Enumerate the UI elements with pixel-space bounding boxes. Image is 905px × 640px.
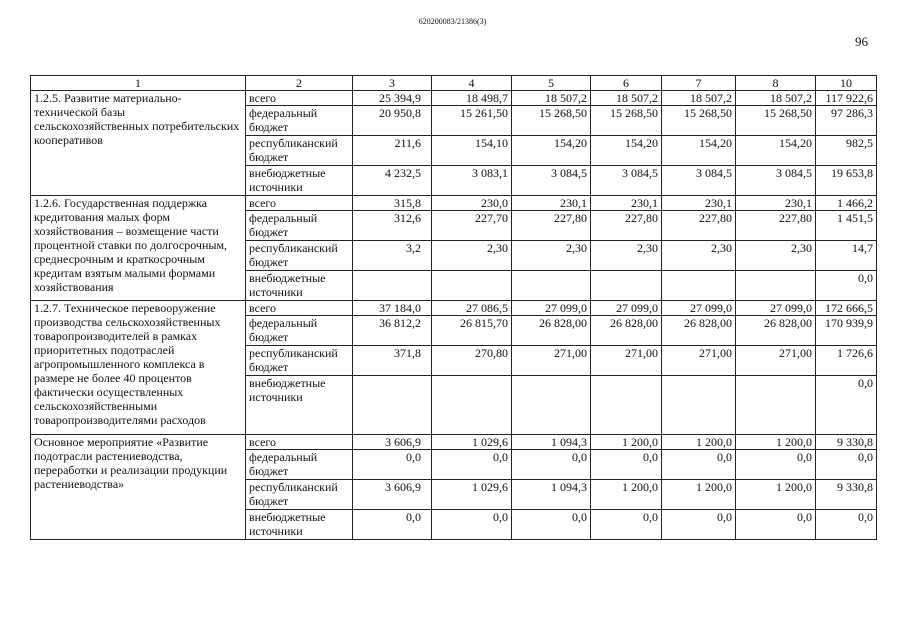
amount-cell: 1 726,6 (816, 346, 877, 376)
amount-cell: 230,0 (432, 196, 512, 211)
amount-cell: 0,0 (353, 450, 432, 480)
amount-cell: 27 099,0 (662, 301, 736, 316)
amount-cell: 170 939,9 (816, 316, 877, 346)
measure-name: 1.2.7. Техническое перевооружение производства сельскохозяйственных товаропроизводителей в рамках приоритетных подотраслей агропромышленного комплекса в размере не более 40 процентов фактически осуществленных сельскохозяйственными товаропроизводителями расходов (31, 301, 246, 435)
amount-cell: 2,30 (591, 241, 662, 271)
amount-cell: 19 653,8 (816, 166, 877, 196)
amount-cell: 0,0 (353, 510, 432, 540)
amount-cell (591, 271, 662, 301)
funding-source: внебюджетные источники (246, 510, 353, 540)
budget-table (30, 75, 877, 540)
amount-cell: 0,0 (512, 450, 591, 480)
amount-cell: 230,1 (736, 196, 816, 211)
funding-source: внебюджетные источники (246, 376, 353, 435)
amount-cell: 230,1 (662, 196, 736, 211)
amount-cell: 230,1 (512, 196, 591, 211)
funding-source: республиканский бюджет (246, 136, 353, 166)
amount-cell: 227,80 (662, 211, 736, 241)
amount-cell: 315,8 (353, 196, 432, 211)
amount-cell (512, 376, 591, 435)
amount-cell: 0,0 (591, 510, 662, 540)
amount-cell: 0,0 (512, 510, 591, 540)
amount-cell: 25 394,9 (353, 91, 432, 106)
table-row (31, 196, 877, 211)
amount-cell: 18 507,2 (512, 91, 591, 106)
amount-cell: 982,5 (816, 136, 877, 166)
amount-cell: 15 268,50 (591, 106, 662, 136)
amount-cell: 36 812,2 (353, 316, 432, 346)
column-header: 7 (662, 76, 736, 91)
amount-cell: 26 828,00 (736, 316, 816, 346)
amount-cell: 230,1 (591, 196, 662, 211)
amount-cell: 3 084,5 (736, 166, 816, 196)
amount-cell: 15 268,50 (512, 106, 591, 136)
amount-cell: 2,30 (662, 241, 736, 271)
column-header: 1 (31, 76, 246, 91)
column-header: 6 (591, 76, 662, 91)
amount-cell: 1 094,3 (512, 435, 591, 450)
amount-cell: 15 261,50 (432, 106, 512, 136)
table-row (31, 91, 877, 106)
amount-cell: 18 507,2 (662, 91, 736, 106)
amount-cell (353, 376, 432, 435)
amount-cell: 0,0 (816, 450, 877, 480)
amount-cell: 0,0 (432, 450, 512, 480)
amount-cell (736, 271, 816, 301)
amount-cell: 371,8 (353, 346, 432, 376)
amount-cell (353, 271, 432, 301)
amount-cell (662, 271, 736, 301)
amount-cell (512, 271, 591, 301)
amount-cell: 3 084,5 (512, 166, 591, 196)
funding-source: республиканский бюджет (246, 241, 353, 271)
amount-cell: 1 200,0 (736, 435, 816, 450)
amount-cell: 227,80 (591, 211, 662, 241)
column-header: 2 (246, 76, 353, 91)
amount-cell: 26 828,00 (662, 316, 736, 346)
amount-cell: 9 330,8 (816, 480, 877, 510)
amount-cell: 1 200,0 (662, 435, 736, 450)
amount-cell: 26 828,00 (591, 316, 662, 346)
table-row (31, 301, 877, 316)
amount-cell: 154,20 (662, 136, 736, 166)
amount-cell: 4 232,5 (353, 166, 432, 196)
measure-name: Основное мероприятие «Развитие подотрасли растениеводства, переработки и реализации продукции растениеводства» (31, 435, 246, 540)
funding-source: внебюджетные источники (246, 271, 353, 301)
amount-cell: 270,80 (432, 346, 512, 376)
amount-cell: 2,30 (512, 241, 591, 271)
amount-cell: 1 029,6 (432, 480, 512, 510)
document-code: 620200083/21386(3) (418, 17, 487, 26)
amount-cell: 97 286,3 (816, 106, 877, 136)
amount-cell: 26 815,70 (432, 316, 512, 346)
amount-cell (736, 376, 816, 435)
funding-source: всего (246, 196, 353, 211)
amount-cell: 211,6 (353, 136, 432, 166)
amount-cell: 0,0 (816, 271, 877, 301)
amount-cell: 0,0 (816, 376, 877, 435)
table-body (31, 91, 877, 540)
amount-cell: 15 268,50 (736, 106, 816, 136)
amount-cell: 18 507,2 (736, 91, 816, 106)
funding-source: всего (246, 301, 353, 316)
amount-cell: 27 099,0 (591, 301, 662, 316)
amount-cell: 3 084,5 (591, 166, 662, 196)
amount-cell: 0,0 (432, 510, 512, 540)
funding-source: всего (246, 91, 353, 106)
amount-cell: 0,0 (736, 450, 816, 480)
page-number: 96 (855, 34, 868, 49)
column-header: 4 (432, 76, 512, 91)
column-header: 10 (816, 76, 877, 91)
funding-source: внебюджетные источники (246, 166, 353, 196)
measure-name: 1.2.5. Развитие материально-технической базы сельскохозяйственных потребительских кооперативов (31, 91, 246, 196)
amount-cell (432, 271, 512, 301)
amount-cell: 37 184,0 (353, 301, 432, 316)
amount-cell (662, 376, 736, 435)
amount-cell (432, 376, 512, 435)
amount-cell (591, 376, 662, 435)
amount-cell: 271,00 (662, 346, 736, 376)
funding-source: всего (246, 435, 353, 450)
amount-cell: 2,30 (736, 241, 816, 271)
amount-cell: 1 029,6 (432, 435, 512, 450)
funding-source: федеральный бюджет (246, 211, 353, 241)
amount-cell: 0,0 (662, 450, 736, 480)
amount-cell: 20 950,8 (353, 106, 432, 136)
amount-cell: 1 451,5 (816, 211, 877, 241)
funding-source: республиканский бюджет (246, 480, 353, 510)
amount-cell: 27 099,0 (736, 301, 816, 316)
amount-cell: 1 466,2 (816, 196, 877, 211)
amount-cell: 15 268,50 (662, 106, 736, 136)
funding-source: федеральный бюджет (246, 106, 353, 136)
amount-cell: 117 922,6 (816, 91, 877, 106)
measure-name: 1.2.6. Государственная поддержка кредитования малых форм хозяйствования – возмещение части процентной ставки по долгосрочным, среднесрочным и краткосрочным кредитам взятым малыми формами хозяйствования (31, 196, 246, 301)
amount-cell: 271,00 (512, 346, 591, 376)
amount-cell: 3 084,5 (662, 166, 736, 196)
amount-cell: 3,2 (353, 241, 432, 271)
amount-cell: 0,0 (591, 450, 662, 480)
amount-cell: 0,0 (662, 510, 736, 540)
amount-cell: 3 606,9 (353, 435, 432, 450)
amount-cell: 3 083,1 (432, 166, 512, 196)
amount-cell: 0,0 (816, 510, 877, 540)
amount-cell: 18 507,2 (591, 91, 662, 106)
amount-cell: 271,00 (591, 346, 662, 376)
amount-cell: 154,10 (432, 136, 512, 166)
amount-cell: 9 330,8 (816, 435, 877, 450)
amount-cell: 227,80 (736, 211, 816, 241)
column-header: 5 (512, 76, 591, 91)
amount-cell: 1 200,0 (662, 480, 736, 510)
amount-cell: 1 094,3 (512, 480, 591, 510)
amount-cell: 26 828,00 (512, 316, 591, 346)
column-header: 8 (736, 76, 816, 91)
amount-cell: 271,00 (736, 346, 816, 376)
column-number-row (31, 76, 877, 91)
amount-cell: 2,30 (432, 241, 512, 271)
funding-source: федеральный бюджет (246, 450, 353, 480)
table-row (31, 435, 877, 450)
amount-cell: 154,20 (736, 136, 816, 166)
amount-cell: 154,20 (591, 136, 662, 166)
amount-cell: 1 200,0 (736, 480, 816, 510)
amount-cell: 172 666,5 (816, 301, 877, 316)
amount-cell: 18 498,7 (432, 91, 512, 106)
amount-cell: 312,6 (353, 211, 432, 241)
amount-cell: 3 606,9 (353, 480, 432, 510)
amount-cell: 1 200,0 (591, 435, 662, 450)
amount-cell: 227,70 (432, 211, 512, 241)
amount-cell: 27 086,5 (432, 301, 512, 316)
amount-cell: 1 200,0 (591, 480, 662, 510)
amount-cell: 154,20 (512, 136, 591, 166)
amount-cell: 27 099,0 (512, 301, 591, 316)
funding-source: республиканский бюджет (246, 346, 353, 376)
amount-cell: 14,7 (816, 241, 877, 271)
amount-cell: 227,80 (512, 211, 591, 241)
amount-cell: 0,0 (736, 510, 816, 540)
funding-source: федеральный бюджет (246, 316, 353, 346)
column-header: 3 (353, 76, 432, 91)
